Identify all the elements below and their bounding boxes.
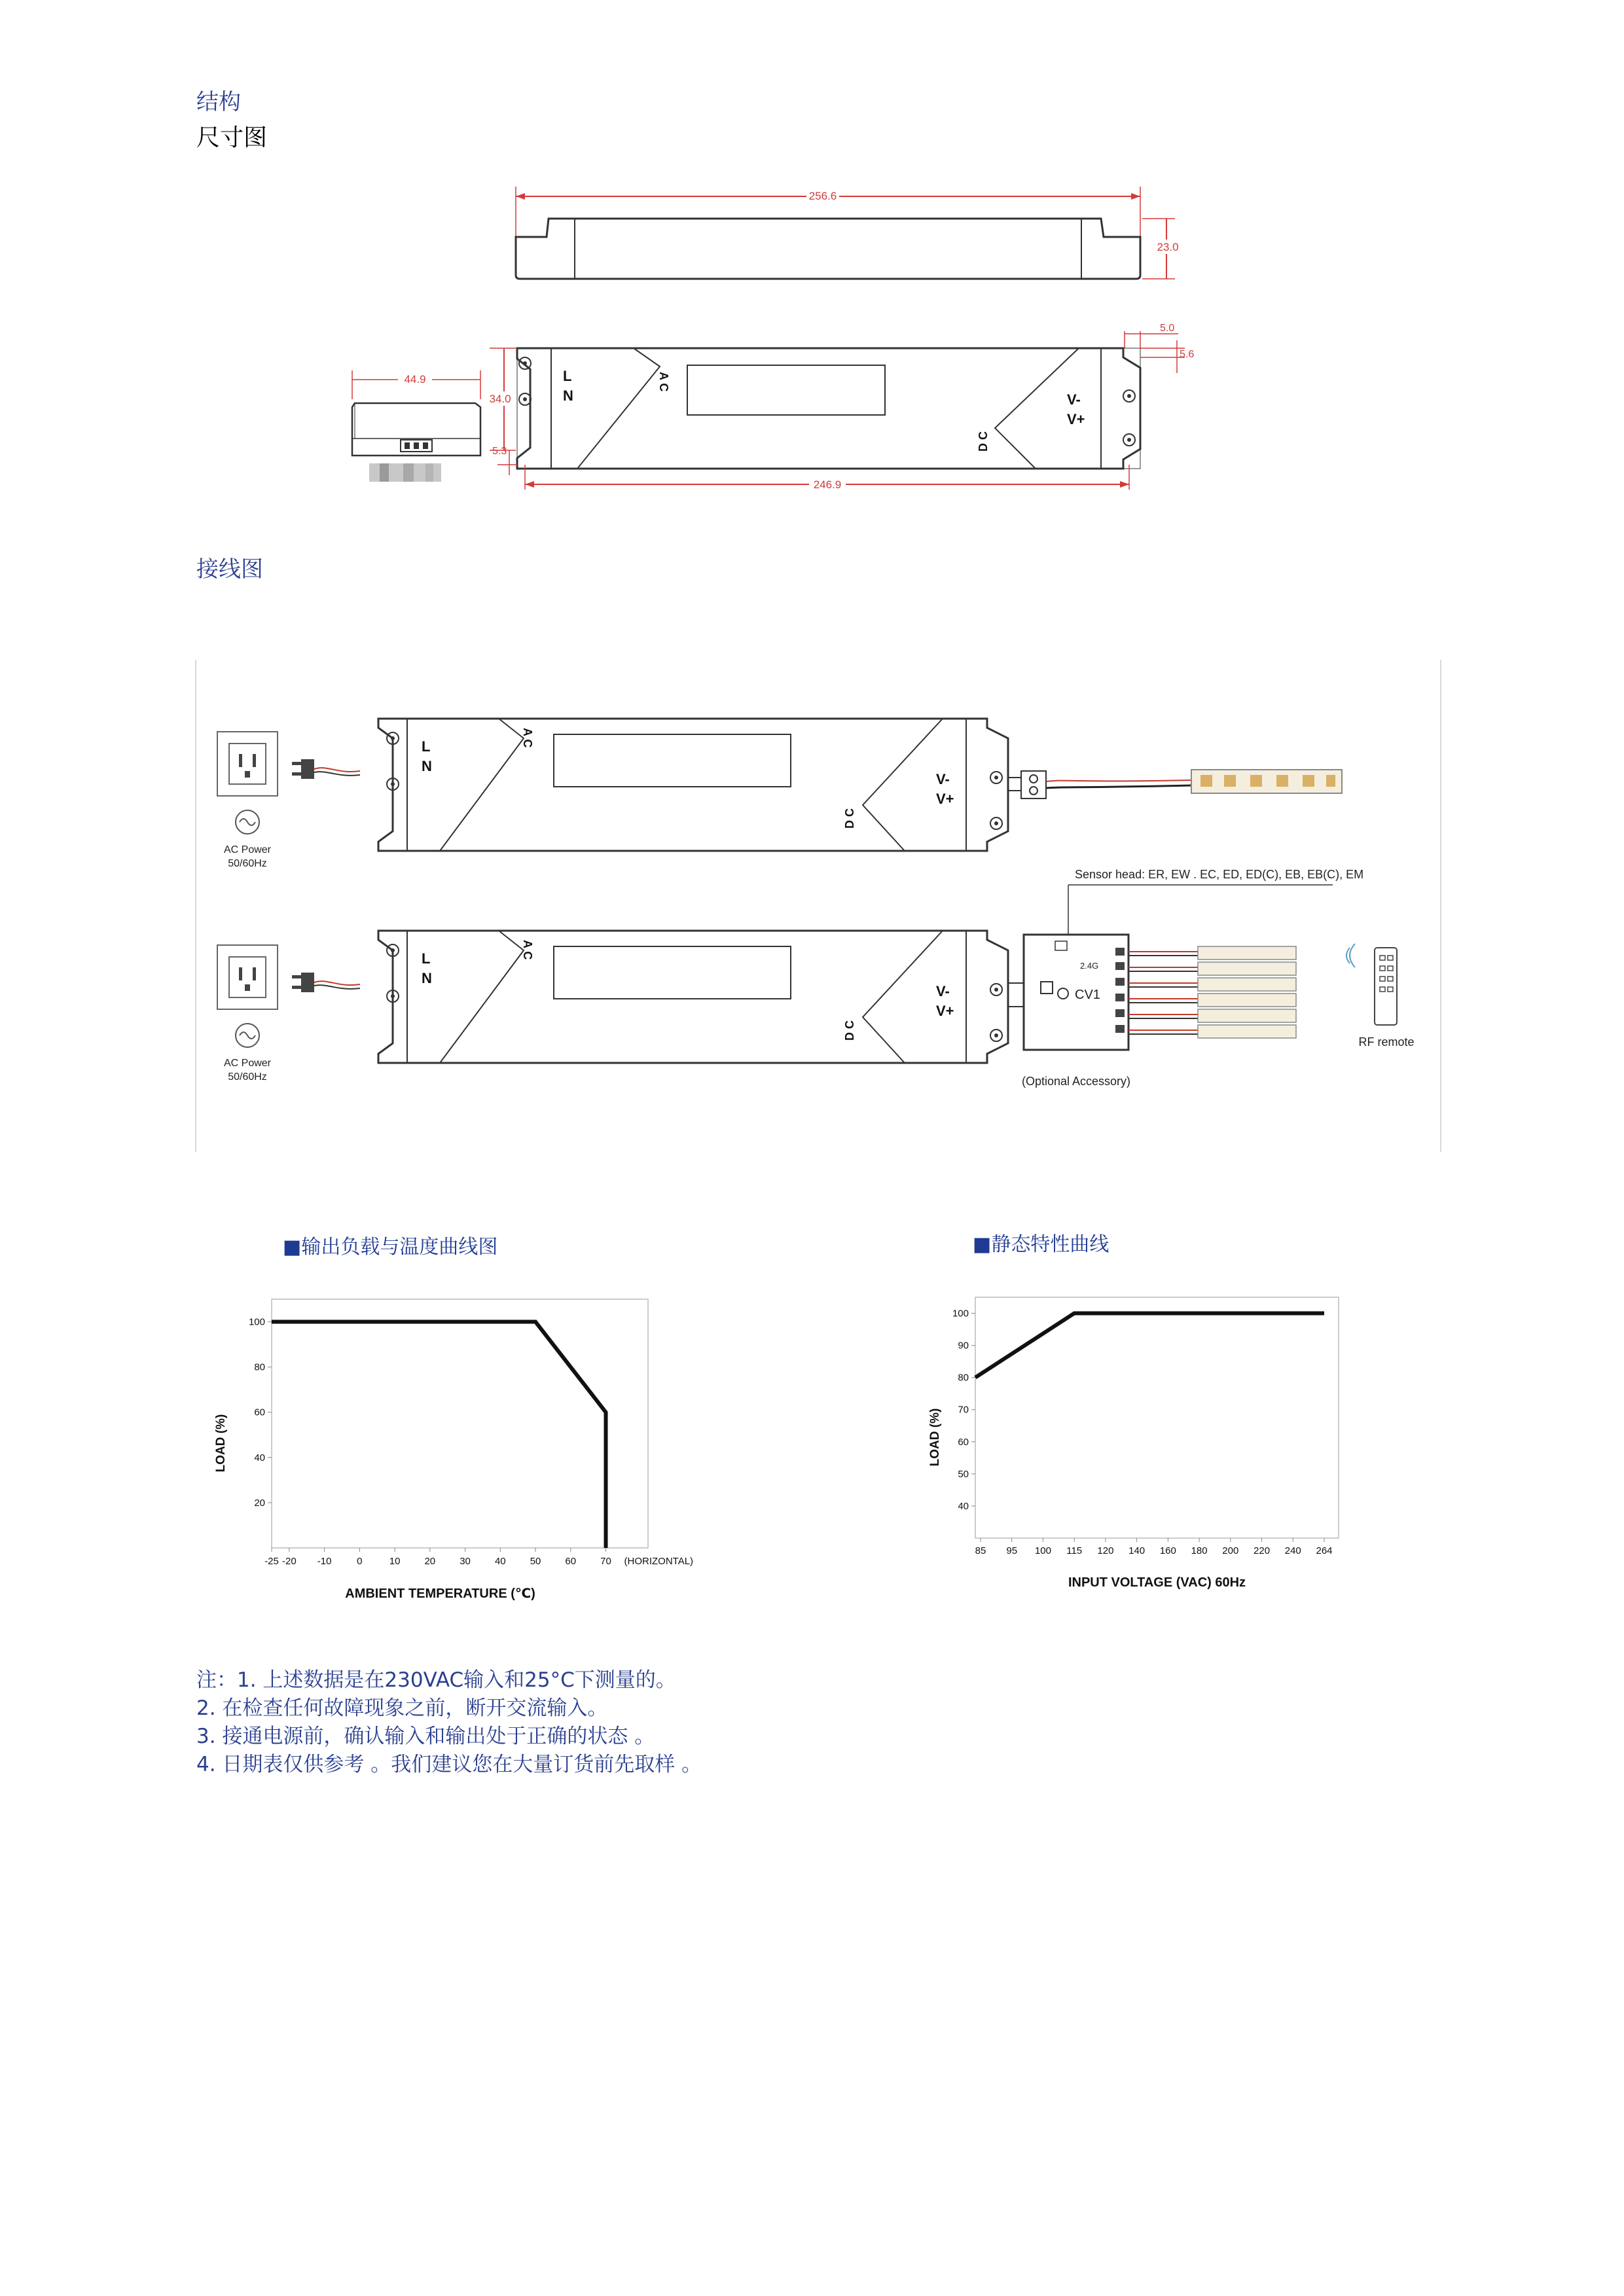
note-3: 3. 接通电源前，确认输入和输出处于正确的状态 。: [196, 1725, 655, 1748]
plot-frame: [272, 1299, 648, 1548]
section-title-structure: 结构: [196, 89, 241, 115]
x-tick-label: 120: [1097, 1545, 1114, 1556]
label-ac: A C: [657, 372, 670, 392]
x-tick-label: 180: [1191, 1545, 1208, 1556]
label-vminus: V-: [1067, 391, 1081, 408]
ac-power-freq-1: 50/60Hz: [228, 858, 267, 869]
x-tick-label: 10: [389, 1556, 401, 1567]
dim-width: 44.9: [404, 373, 426, 386]
w1-label-ac: A C: [521, 728, 534, 748]
driver-2: [378, 931, 1008, 1063]
x-tick-label: 85: [975, 1545, 986, 1556]
notes-block: [196, 1666, 702, 1779]
x-tick-label: 115: [1066, 1545, 1083, 1556]
w2-label-l: L: [422, 950, 431, 967]
x-tick-label: 0: [357, 1556, 363, 1567]
derating-chart: [196, 1289, 746, 1617]
y-tick-label: 40: [254, 1452, 265, 1463]
ac-power-label-1: AC Power: [223, 844, 272, 855]
rf-remote-label: RF remote: [1358, 1035, 1415, 1049]
y-tick-label: 100: [248, 1316, 265, 1328]
series-line-load: [272, 1322, 606, 1548]
dim-depth: 34.0: [489, 393, 511, 405]
w1-label-vplus: V+: [936, 791, 954, 807]
static-chart-title: ■静态特性曲线: [973, 1233, 1110, 1256]
y-tick-label: 80: [254, 1361, 265, 1373]
w2-label-n: N: [422, 970, 432, 986]
x-tick-label: 160: [1159, 1545, 1176, 1556]
section-title-dimension: 尺寸图: [196, 124, 268, 151]
x-tick-label: -25: [264, 1556, 279, 1567]
rf-remote-device: [1375, 948, 1397, 1025]
w1-label-n: N: [422, 758, 432, 774]
label-l: L: [563, 368, 572, 384]
note-1: 注：1. 上述数据是在230VAC输入和25°C下测量的。: [196, 1668, 676, 1692]
y-tick-label: 40: [958, 1500, 969, 1512]
y-tick-label: 100: [952, 1308, 969, 1319]
dim-hole-pitch: 246.9: [813, 478, 842, 491]
driver-1: [378, 719, 1008, 851]
note-4: 4. 日期表仅供参考 。我们建议您在大量订货前先取样 。: [196, 1753, 702, 1776]
dim-hole-y: 5.6: [1180, 349, 1195, 360]
x-tick-label: 100: [1034, 1545, 1051, 1556]
sensor-head-label: Sensor head: ER, EW . EC, ED, ED(C), EB, EB(C), EM: [1075, 868, 1364, 881]
x-tick-label: 60: [565, 1556, 577, 1567]
y-tick-label: 70: [958, 1404, 969, 1416]
y-tick-label: 90: [958, 1340, 969, 1352]
wiring-diagram: [196, 660, 1440, 1152]
x-tick-label: 264: [1316, 1545, 1333, 1556]
ac-power-freq-2: 50/60Hz: [228, 1071, 267, 1083]
note-2: 2. 在检查任何故障现象之前，断开交流输入。: [196, 1696, 608, 1720]
x-tick-label: -20: [282, 1556, 297, 1567]
dim-height: 23.0: [1157, 241, 1179, 253]
x-tick-label: 140: [1128, 1545, 1146, 1556]
w1-label-dc: D C: [843, 808, 856, 829]
w2-label-dc: D C: [843, 1020, 856, 1041]
section-title-wiring: 接线图: [196, 556, 263, 583]
x-axis-label: AMBIENT TEMPERATURE (℃): [345, 1587, 535, 1601]
x-tick-label: 240: [1284, 1545, 1301, 1556]
optional-accessory: (Optional Accessory): [1021, 1075, 1131, 1088]
y-tick-label: 80: [958, 1372, 969, 1384]
x-axis-suffix: (HORIZONTAL): [624, 1556, 694, 1567]
y-axis-label: LOAD (%): [214, 1414, 228, 1473]
w2-label-vminus: V-: [936, 983, 950, 999]
w1-label-vminus: V-: [936, 771, 950, 787]
x-axis-label: INPUT VOLTAGE (VAC) 60Hz: [1068, 1575, 1246, 1590]
w1-label-l: L: [422, 738, 431, 755]
x-tick-label: 220: [1254, 1545, 1271, 1556]
w2-label-vplus: V+: [936, 1003, 954, 1019]
plot-frame: [975, 1297, 1339, 1538]
y-tick-label: 60: [254, 1407, 265, 1418]
x-tick-label: 20: [424, 1556, 436, 1567]
x-tick-label: 200: [1222, 1545, 1239, 1556]
dim-hole-x: 5.0: [1160, 323, 1175, 334]
dimension-drawing: [340, 177, 1218, 504]
label-n: N: [563, 387, 573, 404]
cv1-label: CV1: [1075, 988, 1100, 1002]
x-tick-label: 30: [460, 1556, 471, 1567]
y-axis-label: LOAD (%): [928, 1408, 942, 1467]
dim-bottom-offset: 5.3: [492, 446, 507, 457]
x-tick-label: -10: [317, 1556, 332, 1567]
x-tick-label: 95: [1006, 1545, 1018, 1556]
dim-length-total: 256.6: [808, 190, 837, 202]
static-characteristic-chart: [916, 1283, 1401, 1597]
x-tick-label: 50: [530, 1556, 541, 1567]
label-vplus: V+: [1067, 411, 1085, 427]
x-tick-label: 70: [600, 1556, 611, 1567]
label-dc: D C: [977, 431, 990, 452]
cv1-frequency: 2.4G: [1080, 961, 1099, 971]
ac-power-label-2: AC Power: [223, 1058, 272, 1069]
x-tick-label: 40: [494, 1556, 506, 1567]
w2-label-ac: A C: [521, 940, 534, 960]
derating-chart-title: ■输出负载与温度曲线图: [283, 1236, 498, 1259]
y-tick-label: 50: [958, 1468, 969, 1480]
series-line-load: [975, 1314, 1324, 1378]
y-tick-label: 60: [958, 1436, 969, 1448]
y-tick-label: 20: [254, 1497, 265, 1509]
